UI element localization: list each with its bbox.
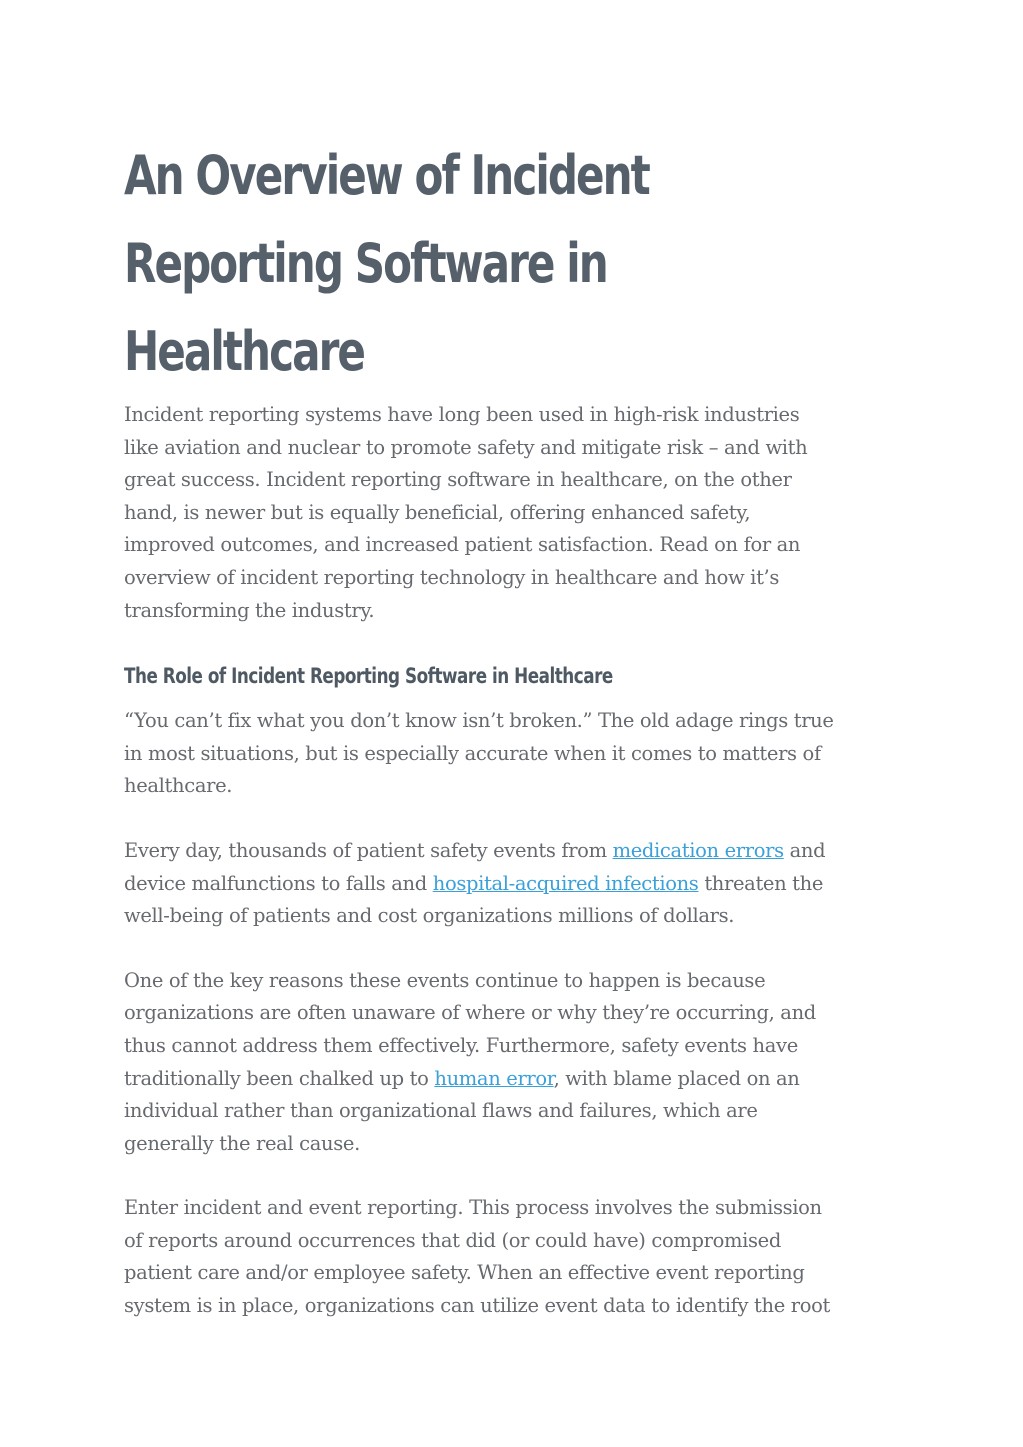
text-line: One of the key reasons these events continue to happen is because — [124, 968, 766, 992]
text-run: device malfunctions to falls and — [124, 871, 433, 895]
paragraph-safety-events — [124, 835, 899, 933]
title-line: Reporting Software in — [124, 232, 607, 295]
text-line: generally the real cause. — [124, 1131, 360, 1155]
hospital-acquired-infections-link[interactable]: hospital-acquired infections — [432, 871, 699, 895]
text-run: threaten the — [698, 871, 824, 895]
text-line — [124, 868, 899, 901]
paragraph-adage — [124, 705, 899, 803]
text-run: , with blame placed on an — [553, 1066, 800, 1090]
text-line: Enter incident and event reporting. This process involves the submission — [124, 1196, 822, 1220]
text-run: traditionally been chalked up to — [124, 1066, 435, 1090]
text-line: well-being of patients and cost organizations millions of dollars. — [124, 904, 735, 928]
medication-errors-link[interactable]: medication errors — [612, 838, 784, 862]
text-line: improved outcomes, and increased patient satisfaction. Read on for an — [124, 533, 801, 557]
paragraph-key-reasons — [124, 965, 899, 1161]
text-line — [124, 1063, 899, 1096]
text-line: patient care and/or employee safety. When an effective event reporting — [124, 1261, 805, 1285]
text-run: Every day, thousands of patient safety events from — [124, 838, 613, 862]
text-line: of reports around occurrences that did (or could have) compromised — [124, 1228, 782, 1252]
text-line: organizations are often unaware of where or why they’re occurring, and — [124, 1001, 816, 1025]
text-line: Incident reporting systems have long been used in high-risk industries — [124, 403, 800, 426]
text-line: great success. Incident reporting software in healthcare, on the other — [124, 468, 792, 492]
title-line: Healthcare — [124, 320, 365, 383]
text-run: and — [783, 838, 826, 862]
paragraph-event-reporting — [124, 1192, 899, 1322]
text-line: in most situations, but is especially accurate when it comes to matters of — [124, 741, 821, 765]
title-line: An Overview of Incident — [124, 144, 649, 207]
text-line: overview of incident reporting technology in healthcare and how it’s — [124, 565, 780, 589]
text-line: system is in place, organizations can utilize event data to identify the root — [124, 1294, 830, 1318]
section-heading: The Role of Incident Reporting Software in Healthcare — [124, 664, 613, 689]
human-error-link[interactable]: human error — [434, 1066, 554, 1090]
text-line: “You can’t fix what you don’t know isn’t broken.” The old adage rings true — [124, 709, 834, 733]
article-title — [124, 132, 904, 396]
text-line: individual rather than organizational flaws and failures, which are — [124, 1099, 758, 1123]
text-line: transforming the industry. — [124, 598, 375, 622]
text-line — [124, 835, 899, 868]
text-line: hand, is newer but is equally beneficial, offering enhanced safety, — [124, 500, 751, 524]
text-line: thus cannot address them effectively. Furthermore, safety events have — [124, 1033, 798, 1057]
document-page — [124, 132, 899, 1323]
text-line: like aviation and nuclear to promote safety and mitigate risk – and with — [124, 435, 808, 459]
intro-paragraph — [124, 399, 899, 627]
text-line: healthcare. — [124, 774, 233, 798]
